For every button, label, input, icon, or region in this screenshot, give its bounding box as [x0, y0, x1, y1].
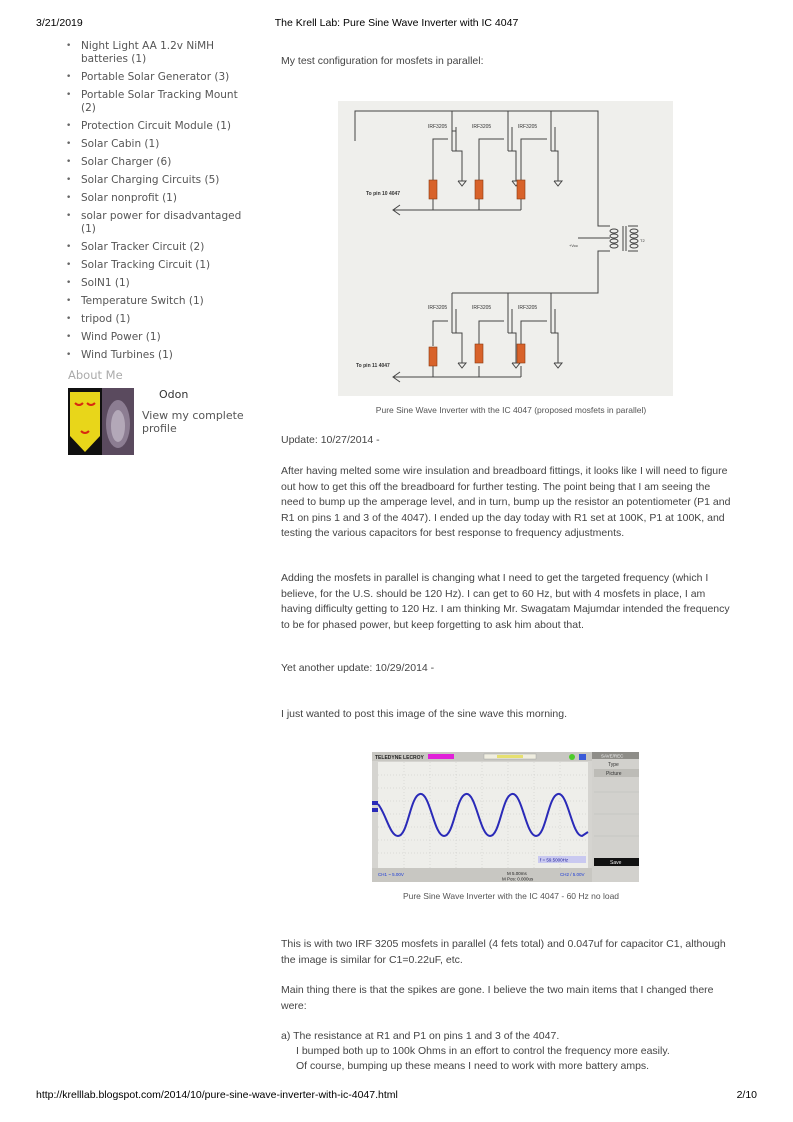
label-item[interactable]	[64, 331, 254, 344]
label-item[interactable]	[64, 71, 254, 84]
label-link[interactable]: Wind Power (1)	[81, 331, 161, 343]
label-item[interactable]	[64, 259, 254, 272]
label-link[interactable]: Solar Charging Circuits (5)	[81, 174, 220, 186]
circuit-schematic-image[interactable]	[338, 101, 673, 396]
update1-paragraph1: After having melted some wire insulation and breadboard fittings, it looks like I will need to figure out how to get this off the breadboard for further testing. The point being that I am seeing the need to bump up the amperage level, and in turn, bump up the resistor an potentiometer (P1 and R1 on pins 1 and 3 of the 4047). I ended up the day today with R1 set at 100K, P1 at 100K, and testing the various capacitors for best response to frequency adjustments.	[281, 465, 731, 539]
svg-text:IRF3205: IRF3205	[518, 124, 538, 130]
labels-list	[64, 40, 254, 362]
svg-text:TELEDYNE LECROY: TELEDYNE LECROY	[375, 755, 424, 761]
label-link[interactable]: Portable Solar Generator (3)	[81, 71, 230, 83]
print-date: 3/21/2019	[36, 17, 83, 29]
label-item[interactable]	[64, 120, 254, 133]
svg-text:T2: T2	[640, 238, 645, 243]
svg-text:IRF3205: IRF3205	[428, 305, 448, 311]
svg-text:M Pos: 0.000us: M Pos: 0.000us	[502, 876, 534, 882]
update1-paragraph2: Adding the mosfets in parallel is changing what I need to get the targeted frequency (which I believe, for the U.S. should be 120 Hz). I can get to 60 Hz, but with 4 mosfets in place, I am having difficulty getting to 120 Hz. I am thinking Mr. Swagatam Majumdar intended the frequency to be for phased power, but keep forgetting to ask him about that.	[281, 572, 730, 631]
print-page-number: 2/10	[736, 1089, 757, 1101]
label-link[interactable]: SolN1 (1)	[81, 277, 130, 289]
update2-heading: Yet another update: 10/29/2014 -	[281, 662, 435, 674]
oscilloscope-display	[372, 752, 639, 882]
update1-heading: Update: 10/27/2014 -	[281, 434, 380, 446]
svg-text:SAVE/REC: SAVE/REC	[601, 753, 624, 759]
print-url: http://krelllab.blogspot.com/2014/10/pure-sine-wave-inverter-with-ic-4047.html	[36, 1089, 398, 1101]
avatar[interactable]	[68, 388, 134, 455]
oscilloscope-screenshot[interactable]	[372, 752, 639, 882]
label-item[interactable]	[64, 192, 254, 205]
label-link[interactable]: Portable Solar Tracking Mount (2)	[81, 89, 238, 114]
label-link[interactable]: Protection Circuit Module (1)	[81, 120, 231, 132]
svg-text:IRF3205: IRF3205	[472, 124, 492, 130]
label-link[interactable]: Temperature Switch (1)	[81, 295, 204, 307]
label-item[interactable]	[64, 313, 254, 326]
svg-text:f = 59.5000Hz: f = 59.5000Hz	[540, 857, 569, 863]
label-item[interactable]	[64, 40, 254, 66]
label-link[interactable]: Solar Cabin (1)	[81, 138, 160, 150]
paragraph4: Main thing there is that the spikes are gone. I believe the two main items that I changed there were:	[281, 984, 714, 1012]
profile-name[interactable]: Odon	[159, 388, 189, 401]
paragraph5-line1: a) The resistance at R1 and P1 on pins 1 and 3 of the 4047.	[281, 1030, 560, 1042]
label-link[interactable]: Solar Tracking Circuit (1)	[81, 259, 211, 271]
svg-text:IRF3205: IRF3205	[472, 305, 492, 311]
label-item[interactable]	[64, 89, 254, 115]
label-link[interactable]: Solar nonprofit (1)	[81, 192, 177, 204]
figure1-caption: Pure Sine Wave Inverter with the IC 4047 (proposed mosfets in parallel)	[375, 405, 647, 415]
label-link[interactable]: Solar Tracker Circuit (2)	[81, 241, 205, 253]
view-profile-link[interactable]: View my complete profile	[142, 409, 244, 435]
svg-text:M 5.00ms: M 5.00ms	[507, 871, 527, 876]
paragraph5-line3: Of course, bumping up these means I need to work with more battery amps.	[296, 1060, 650, 1072]
label-item[interactable]	[64, 241, 254, 254]
about-me-heading: About Me	[68, 368, 123, 382]
label-link[interactable]: tripod (1)	[81, 313, 131, 325]
paragraph5-line2: I bumped both up to 100k Ohms in an effort to control the frequency more easily.	[296, 1045, 670, 1057]
print-page-title: The Krell Lab: Pure Sine Wave Inverter with IC 4047	[274, 17, 519, 29]
svg-text:+Vcc: +Vcc	[569, 243, 579, 248]
label-link[interactable]: Night Light AA 1.2v NiMH batteries (1)	[81, 40, 215, 65]
label-item[interactable]	[64, 210, 254, 236]
svg-text:Save: Save	[610, 860, 622, 866]
schematic-drawing	[338, 101, 673, 396]
avatar-image	[68, 388, 134, 455]
update2-paragraph1: I just wanted to post this image of the sine wave this morning.	[281, 708, 567, 720]
svg-text:CH2 / 5.00V: CH2 / 5.00V	[560, 872, 585, 877]
label-item[interactable]	[64, 156, 254, 169]
print-header	[0, 17, 793, 31]
svg-text:CH1 ~ 5.00V: CH1 ~ 5.00V	[378, 872, 404, 877]
figure2-caption: Pure Sine Wave Inverter with the IC 4047 - 60 Hz no load	[402, 891, 620, 901]
svg-text:To pin 11 4047: To pin 11 4047	[356, 363, 390, 369]
label-link[interactable]: Solar Charger (6)	[81, 156, 172, 168]
label-item[interactable]	[64, 138, 254, 151]
label-link[interactable]: Wind Turbines (1)	[81, 349, 173, 361]
label-item[interactable]	[64, 277, 254, 290]
paragraph3: This is with two IRF 3205 mosfets in parallel (4 fets total) and 0.047uf for capacitor C1, although the image is similar for C1=0.22uF, etc.	[281, 938, 726, 966]
sidebar-labels	[64, 40, 254, 367]
svg-text:Type: Type	[608, 762, 619, 768]
intro-text: My test configuration for mosfets in parallel:	[281, 55, 484, 67]
label-item[interactable]	[64, 349, 254, 362]
svg-text:Picture: Picture	[606, 771, 622, 777]
label-item[interactable]	[64, 174, 254, 187]
label-item[interactable]	[64, 295, 254, 308]
svg-text:IRF3205: IRF3205	[428, 124, 448, 130]
label-link[interactable]: solar power for disadvantaged (1)	[81, 210, 242, 235]
svg-text:IRF3205: IRF3205	[518, 305, 538, 311]
svg-text:To pin 10 4047: To pin 10 4047	[366, 191, 401, 197]
